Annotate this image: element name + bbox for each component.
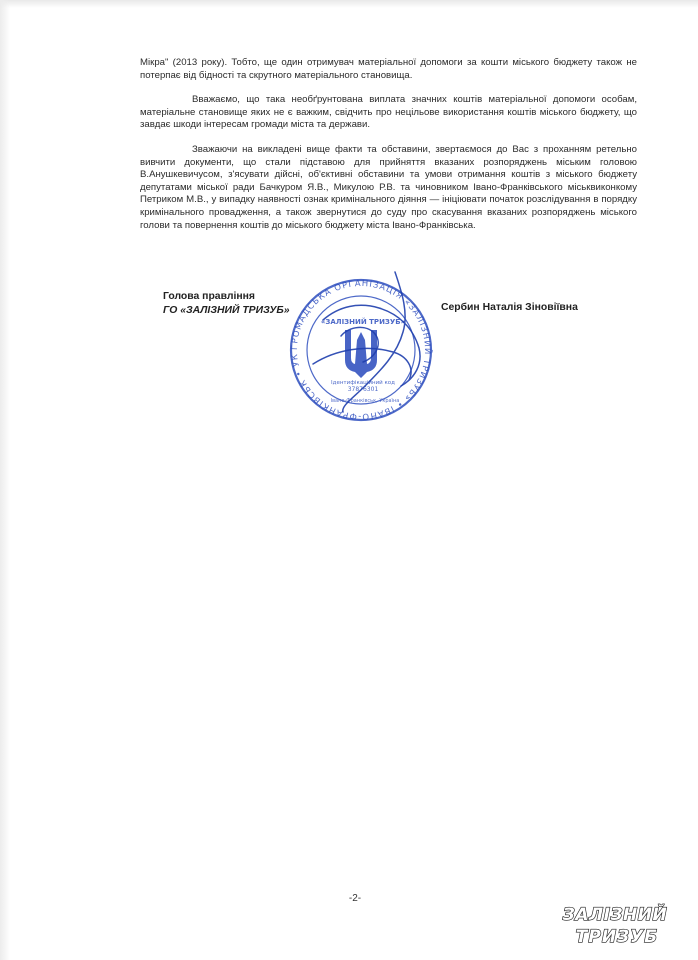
seal-code-label: Ідентифікаційний код bbox=[331, 380, 395, 386]
paragraph-3: Зважаючи на викладені вище факти та обставини, звертаємося до Вас з проханням ретельно вивчити документи, що стали підставою для прийняття вказаних розпоряджень міським головою В.Анушкевичусом, з'ясувати дійсні, об'єктивні обставини та умови отримання коштів з міського бюджету депутатами міської ради Бачкуром Я.В., Микулою Р.В. та чиновником Івано-Франківського міськвиконкому Петриком М.В., у випадку наявності ознак кримінального діяння — ініціювати початок розслідування в порядку кримінального провадження, а також звернутися до суду про скасування вказаних розпоряджень міського голови та повернення коштів до міського бюджету міста Івано-Франківська. bbox=[140, 143, 637, 231]
logo-line-2: ТРИЗУБ bbox=[575, 927, 659, 947]
scan-edge-shadow bbox=[0, 0, 698, 8]
seal-bottom-text: Івано-Франківськ, Україна bbox=[330, 398, 400, 404]
zalizny-tryzub-logo bbox=[555, 900, 675, 948]
seal-code-value: 37876301 bbox=[347, 386, 379, 393]
signatory-name: Сербин Наталія Зіновіївна bbox=[441, 302, 578, 313]
trident-emblem-icon bbox=[345, 330, 377, 378]
organization-seal bbox=[283, 266, 443, 426]
paragraph-2: Вважаємо, що така необґрунтована виплата значних коштів матеріальної допомоги особам, матеріальне становище яких не є важким, свідчить про нецільове використання коштів міського бюджету, що завдає шкоди інтересам громади міста та держави. bbox=[140, 94, 637, 131]
seal-ring-textpath: ГРОМАДСЬКА ОРГАНІЗАЦІЯ «ЗАЛІЗНИЙ ТРИЗУБ» • ІВАНО-ФРАНКІВСЬК • УК bbox=[289, 278, 433, 422]
letter-body bbox=[140, 57, 637, 244]
page-number: -2- bbox=[348, 893, 362, 904]
signatory-position: Голова правління bbox=[163, 291, 255, 302]
logo-line-1: ЗАЛІЗНИЙ bbox=[562, 905, 668, 925]
seal-center-text: «ЗАЛІЗНИЙ ТРИЗУБ» bbox=[320, 318, 406, 326]
signatory-organization: ГО «ЗАЛІЗНИЙ ТРИЗУБ» bbox=[163, 305, 290, 316]
paragraph-1: Мікра" (2013 року). Тобто, ще один отримувач матеріальної допомоги за кошти міського бюджету також не потерпає від бідності та скрутного матеріального становища. bbox=[140, 57, 637, 81]
scan-edge-shadow-left bbox=[0, 0, 10, 960]
